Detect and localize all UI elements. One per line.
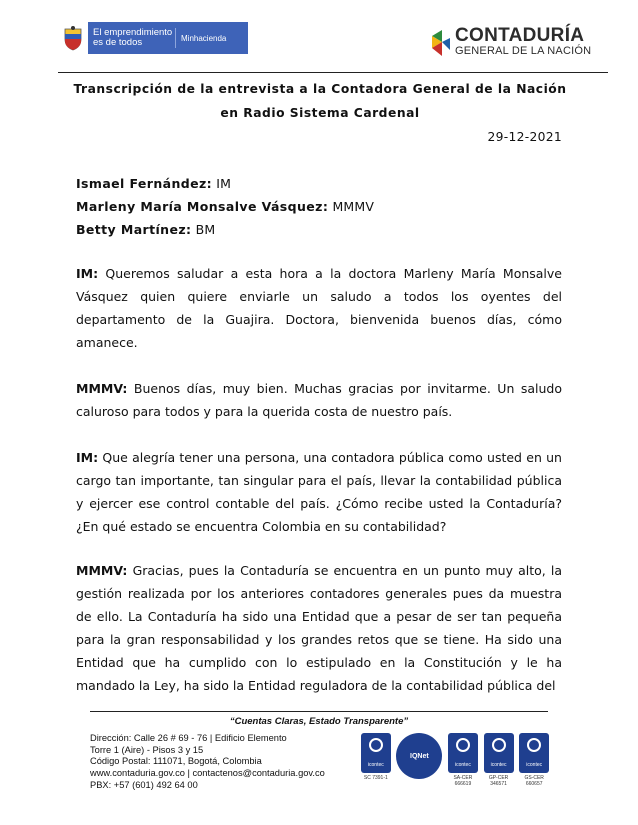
certification-icon xyxy=(369,738,383,752)
speaker-label: MMMV: xyxy=(76,563,128,578)
ministry-label: Minhacienda xyxy=(181,33,227,43)
participant-3 xyxy=(76,222,215,237)
certification-badge: icontec GP-CER 346571 xyxy=(483,733,515,787)
org-name: CONTADURÍA xyxy=(455,25,585,46)
paragraph-text: Queremos saludar a esta hora a la doctora Marleny María Monsalve Vásquez quien quiere enviarle un saludo a todos los oyentes del departamento de la Guajira. Doctora, bienvenida buenos días, cómo amanece. xyxy=(76,266,562,350)
transcript-paragraph xyxy=(76,262,562,354)
coat-of-arms-icon xyxy=(58,22,88,54)
participant-initials: MMMV xyxy=(332,199,375,214)
footer-motto: “Cuentas Claras, Estado Transparente” xyxy=(229,716,409,727)
paragraph-text: Gracias, pues la Contaduría se encuentra en un punto muy alto, la gestión realizada por los anteriores contadores generales pues da muestra de ello. La Contaduría ha sido una Entidad que a pesar de ser tan pequeña para la gran responsabilidad y los grandes retos que se tiene. Ha sido una Entidad que ha cumplido con lo estipulado en la Constitución y le ha mandado la Ley, ha sido la Entidad reguladora de la contabilidad pública del xyxy=(76,563,562,693)
contact-address: Dirección: Calle 26 # 69 - 76 | Edificio Elemento xyxy=(90,733,287,743)
header-divider xyxy=(58,72,608,73)
document-title-line-1: Transcripción de la entrevista a la Contadora General de la Nación xyxy=(73,82,567,96)
transcript-paragraph xyxy=(76,559,562,697)
footer-contact xyxy=(90,733,325,792)
participant-name: Marleny María Monsalve Vásquez: xyxy=(76,199,329,214)
certification-icon xyxy=(456,738,470,752)
footer-divider xyxy=(90,711,548,712)
certification-icon xyxy=(527,738,541,752)
speaker-label: IM: xyxy=(76,450,99,465)
paragraph-text: Buenos días, muy bien. Muchas gracias por invitarme. Un saludo caluroso para todos y para la querida costa de nuestro país. xyxy=(76,381,562,419)
government-banner-text xyxy=(88,22,248,54)
participant-initials: IM xyxy=(216,176,232,191)
gov-slogan: El emprendimiento es de todos xyxy=(88,28,176,48)
participant-2 xyxy=(76,199,374,214)
certification-badge: IQNet xyxy=(396,733,443,781)
transcript-paragraph xyxy=(76,377,562,423)
participant-initials: BM xyxy=(195,222,216,237)
participant-name: Ismael Fernández: xyxy=(76,176,213,191)
paragraph-text: Que alegría tener una persona, una contadora pública como usted en un cargo tan importante, tan singular para el país, llevar la contabilidad pública y ejercer ese control contable del país. ¿Cómo recibe usted la Contaduría? ¿En qué estado se encuentra Colombia en su contabilidad? xyxy=(76,450,562,534)
certification-badge: icontec SC 7391-1 xyxy=(360,733,392,781)
contact-web-email: www.contaduria.gov.co | contactenos@contaduria.gov.co xyxy=(90,768,325,779)
speaker-label: IM: xyxy=(76,266,99,281)
contaduria-emblem-icon xyxy=(428,28,452,58)
document-date: 29-12-2021 xyxy=(487,130,562,144)
document-title-line-2: en Radio Sistema Cardenal xyxy=(220,106,420,120)
page-header xyxy=(0,0,638,76)
certification-badge: icontec SA-CER 666619 xyxy=(447,733,479,787)
contact-postal: Código Postal: 111071, Bogotá, Colombia xyxy=(90,756,262,767)
government-banner xyxy=(58,22,248,54)
participant-1 xyxy=(76,176,231,191)
contact-building: Torre 1 (Aire) - Pisos 3 y 15 xyxy=(90,744,204,755)
certification-logos xyxy=(360,733,550,797)
org-subtitle: GENERAL DE LA NACIÓN xyxy=(455,45,592,57)
transcript-paragraph xyxy=(76,446,562,538)
certification-badge: icontec GS-CER 660657 xyxy=(518,733,550,787)
speaker-label: MMMV: xyxy=(76,381,128,396)
contact-phone: PBX: +57 (601) 492 64 00 xyxy=(90,779,198,790)
contaduria-logo xyxy=(428,26,610,58)
participant-name: Betty Martínez: xyxy=(76,222,192,237)
certification-icon xyxy=(492,738,506,752)
